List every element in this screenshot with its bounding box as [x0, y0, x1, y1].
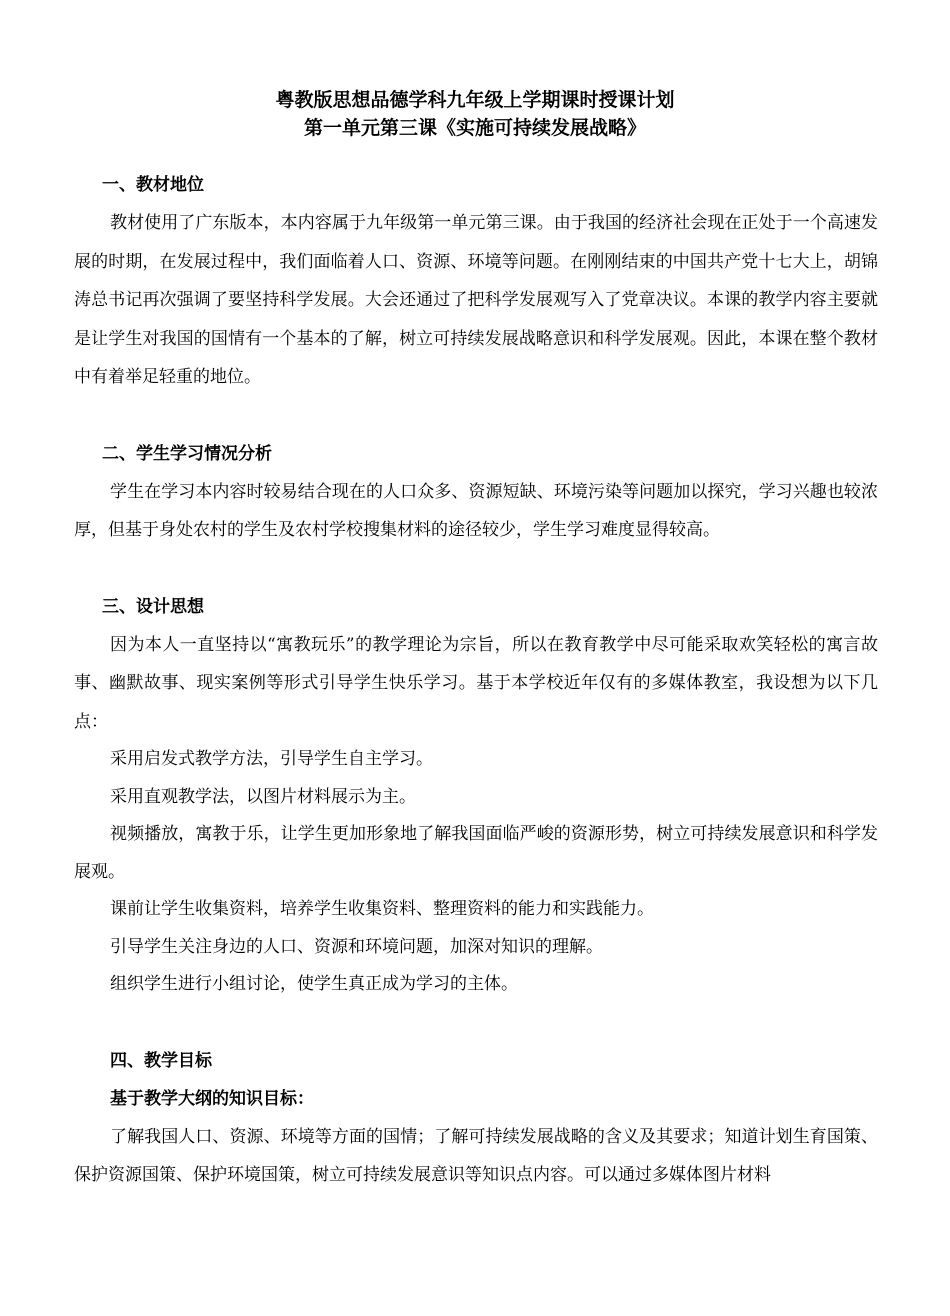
subheading-knowledge-objectives: 基于教学大纲的知识目标： [110, 1088, 314, 1109]
document-title: 粤教版思想品德学科九年级上学期课时授课计划 [275, 89, 675, 111]
document-title-block [0, 86, 950, 142]
design-list-item: 采用直观教学法，以图片材料展示为主。 [110, 786, 416, 807]
section-paragraph: 教材使用了广东版本，本内容属于九年级第一单元第三课。由于我国的经济社会现在正处于一个高速发展的时期，在发展过程中，我们面临着人口、资源、环境等问题。在刚刚结束的中国共产党十七大上，胡锦涛总书记再次强调了要坚持科学发展。大会还通过了把科学发展观写入了党章决议。本课的教学内容主要就是让学生对我国的国情有一个基本的了解，树立可持续发展战略意识和科学发展观。因此，本课在整个教材中有着举足轻重的地位。 [74, 213, 878, 387]
section-paragraph: 学生在学习本内容时较易结合现在的人口众多、资源短缺、环境污染等问题加以探究，学习兴趣也较浓厚，但基于身处农村的学生及农村学校搜集材料的途径较少，学生学习难度显得较高。 [74, 481, 878, 540]
design-list-item: 视频播放，寓教于乐，让学生更加形象地了解我国面临严峻的资源形势，树立可持续发展意识和科学发展观。 [74, 824, 878, 882]
design-list-item: 采用启发式教学方法，引导学生自主学习。 [110, 749, 433, 769]
document-body [74, 172, 878, 1195]
section-heading-student-analysis: 二、学生学习情况分析 [102, 443, 272, 464]
section-heading-textbook-position: 一、教材地位 [102, 175, 204, 195]
design-list-item: 引导学生关注身边的人口、资源和环境问题，加深对知识的理解。 [110, 936, 603, 957]
section-heading-design-idea: 三、设计思想 [102, 596, 204, 617]
design-list-item: 课前让学生收集资料，培养学生收集资料、整理资料的能力和实践能力。 [110, 899, 654, 919]
section-paragraph: 了解我国人口、资源、环境等方面的国情；了解可持续发展战略的含义及其要求；知道计划生育国策、保护资源国策、保护环境国策，树立可持续发展意识等知识点内容。可以通过多媒体图片材料 [74, 1126, 878, 1185]
design-list-item: 组织学生进行小组讨论，使学生真正成为学习的主体。 [110, 974, 518, 994]
section-paragraph: 因为本人一直坚持以“寓教玩乐”的教学理论为宗旨，所以在教育教学中尽可能采取欢笑轻松的寓言故事、幽默故事、现实案例等形式引导学生快乐学习。基于本学校近年仅有的多媒体教室，我设想为以下几点： [74, 634, 878, 732]
document-subtitle: 第一单元第三课《实施可持续发展战略》 [303, 117, 646, 139]
section-heading-teaching-objectives: 四、教学目标 [110, 1050, 212, 1071]
